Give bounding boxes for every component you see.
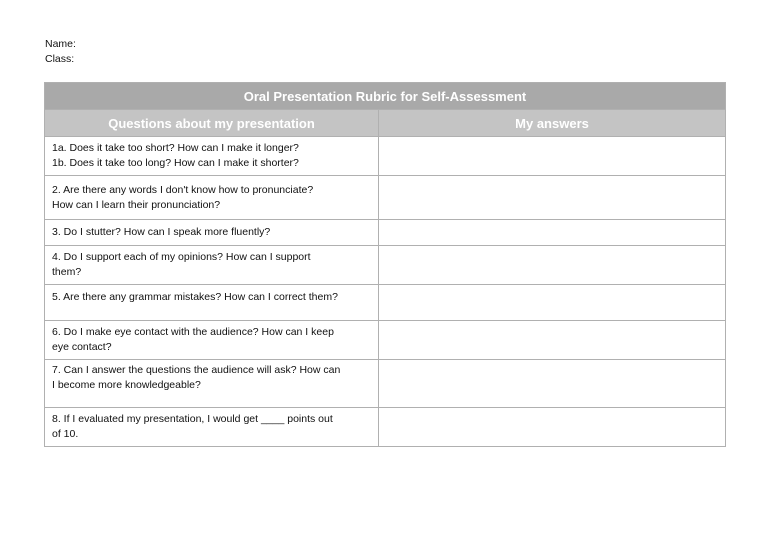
question-line: eye contact? bbox=[52, 341, 112, 353]
student-info bbox=[45, 37, 76, 67]
question-cell bbox=[45, 246, 379, 285]
answer-cell[interactable] bbox=[379, 176, 726, 220]
question-line: 3. Do I stutter? How can I speak more fluently? bbox=[52, 226, 271, 238]
rubric-title: Oral Presentation Rubric for Self-Assessment bbox=[45, 83, 726, 110]
table-row bbox=[45, 246, 726, 285]
table-row bbox=[45, 321, 726, 360]
answer-cell[interactable] bbox=[379, 321, 726, 360]
table-row bbox=[45, 176, 726, 220]
table-row bbox=[45, 220, 726, 246]
answer-cell[interactable] bbox=[379, 220, 726, 246]
question-line: How can I learn their pronunciation? bbox=[52, 198, 221, 211]
questions-column-header: Questions about my presentation bbox=[45, 110, 379, 137]
question-cell bbox=[45, 176, 379, 220]
question-line: 2. Are there any words I don't know how to pronunciate? bbox=[52, 183, 314, 196]
answer-cell[interactable] bbox=[379, 360, 726, 408]
table-row bbox=[45, 360, 726, 408]
question-cell bbox=[45, 285, 379, 321]
question-line: 1b. Does it take too long? How can I make it shorter? bbox=[52, 157, 299, 169]
question-line: 8. If I evaluated my presentation, I would get ____ points out bbox=[52, 413, 333, 425]
class-label: Class: bbox=[45, 53, 75, 65]
name-label: Name: bbox=[45, 38, 76, 50]
question-line: 7. Can I answer the questions the audience will ask? How can bbox=[52, 364, 341, 376]
table-row bbox=[45, 285, 726, 321]
answer-cell[interactable] bbox=[379, 246, 726, 285]
table-row bbox=[45, 408, 726, 447]
question-line: of 10. bbox=[52, 428, 79, 440]
question-cell bbox=[45, 360, 379, 408]
rubric-title-row bbox=[45, 83, 726, 110]
question-cell bbox=[45, 220, 379, 246]
question-line: I become more knowledgeable? bbox=[52, 379, 201, 391]
question-line: 5. Are there any grammar mistakes? How can I correct them? bbox=[52, 291, 338, 303]
question-cell bbox=[45, 321, 379, 360]
answer-cell[interactable] bbox=[379, 137, 726, 176]
answers-column-header: My answers bbox=[379, 110, 726, 137]
table-row bbox=[45, 137, 726, 176]
question-line: 6. Do I make eye contact with the audience? How can I keep bbox=[52, 326, 334, 338]
question-line: 4. Do I support each of my opinions? How can I support bbox=[52, 251, 311, 263]
question-line: 1a. Does it take too short? How can I make it longer? bbox=[52, 142, 299, 154]
rubric-table bbox=[44, 82, 726, 447]
column-header-row bbox=[45, 110, 726, 137]
answer-cell[interactable] bbox=[379, 408, 726, 447]
question-cell bbox=[45, 408, 379, 447]
answer-cell[interactable] bbox=[379, 285, 726, 321]
question-cell bbox=[45, 137, 379, 176]
question-line: them? bbox=[52, 266, 82, 278]
